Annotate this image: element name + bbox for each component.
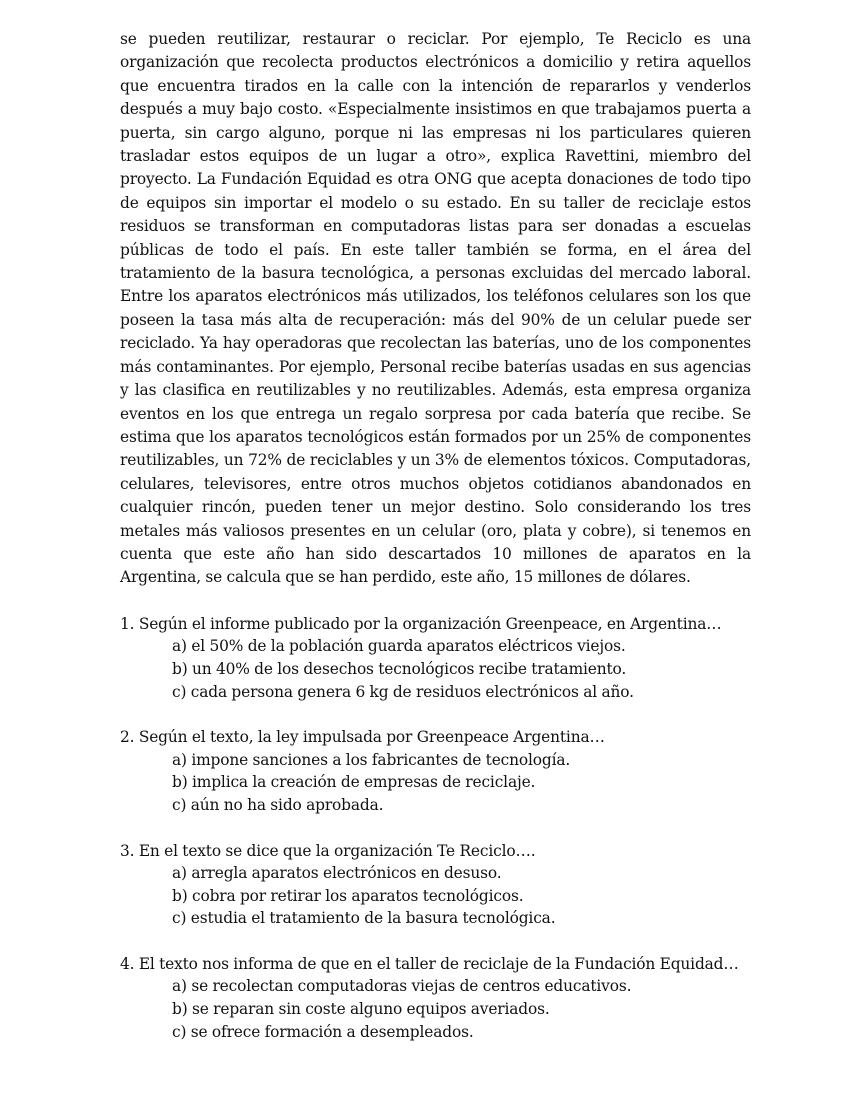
question-3 (120, 840, 751, 930)
question-4 (120, 953, 751, 1043)
answer-option-c: c) estudia el tratamiento de la basura tecnológica. (172, 909, 556, 928)
answer-option-b: b) implica la creación de empresas de reciclaje. (172, 773, 536, 792)
answer-option-a: a) impone sanciones a los fabricantes de tecnología. (172, 750, 571, 769)
answer-option-a: a) arregla aparatos electrónicos en desuso. (172, 864, 502, 883)
answer-option-b: b) se reparan sin coste alguno equipos averiados. (172, 1000, 550, 1019)
answer-option-a: a) el 50% de la población guarda aparatos eléctricos viejos. (172, 637, 626, 656)
answer-option-c: c) aún no ha sido aprobada. (172, 795, 384, 814)
reading-passage: se pueden reutilizar, restaurar o reciclar. Por ejemplo, Te Reciclo es una organización que recolecta productos electrónicos a domicilio y retira aquellos que encuentra tirados en la calle con la intención de repararlos y venderlos después a muy bajo costo. «Especialmente insistimos en que trabajamos puerta a puerta, sin cargo alguno, porque ni las empresas ni los particulares quieren trasladar estos equipos de un lugar a otro», explica Ravettini, miembro del proyecto. La Fundación Equidad es otra ONG que acepta donaciones de todo tipo de equipos sin importar el modelo o su estado. En su taller de reciclaje estos residuos se transforman en computadoras listas para ser donadas a escuelas públicas de todo el país. En este taller también se forma, en el área del tratamiento de la basura tecnológica, a personas excluidas del mercado laboral. Entre los aparatos electrónicos más utilizados, los teléfonos celulares son los que poseen la tasa más alta de recuperación: más del 90% de un celular puede ser reciclado. Ya hay operadoras que recolectan las baterías, uno de los componentes más contaminantes. Por ejemplo, Personal recibe baterías usadas en sus agencias y las clasifica en reutilizables y no reutilizables. Además, esta empresa organiza eventos en los que entrega un regalo sorpresa por cada batería que recibe. Se estima que los aparatos tecnológicos están formados por un 25% de componentes reutilizables, un 72% de reciclables y un 3% de elementos tóxicos. Computadoras, celulares, televisores, entre otros muchos objetos cotidianos abandonados en cualquier rincón, pueden tener un mejor destino. Solo considerando los tres metales más valiosos presentes en un celular (oro, plata y cobre), si tenemos en cuenta que este año han sido descartados 10 millones de aparatos en la Argentina, se calcula que se han perdido, este año, 15 millones de dólares. (120, 30, 751, 587)
answer-option-c: c) se ofrece formación a desempleados. (172, 1022, 474, 1041)
question-stem: 2. Según el texto, la ley impulsada por Greenpeace Argentina… (120, 728, 605, 747)
document-page (120, 28, 751, 1066)
answer-option-c: c) cada persona genera 6 kg de residuos electrónicos al año. (172, 682, 634, 701)
question-2 (120, 726, 751, 816)
question-stem: 1. Según el informe publicado por la organización Greenpeace, en Argentina… (120, 614, 722, 633)
question-stem: 4. El texto nos informa de que en el taller de reciclaje de la Fundación Equidad… (120, 954, 739, 973)
answer-option-a: a) se recolectan computadoras viejas de centros educativos. (172, 977, 632, 996)
question-list (120, 613, 751, 1044)
question-1 (120, 613, 751, 703)
question-stem: 3. En el texto se dice que la organización Te Reciclo…. (120, 841, 536, 860)
answer-option-b: b) cobra por retirar los aparatos tecnológicos. (172, 886, 524, 905)
answer-option-b: b) un 40% de los desechos tecnológicos recibe tratamiento. (172, 659, 627, 678)
